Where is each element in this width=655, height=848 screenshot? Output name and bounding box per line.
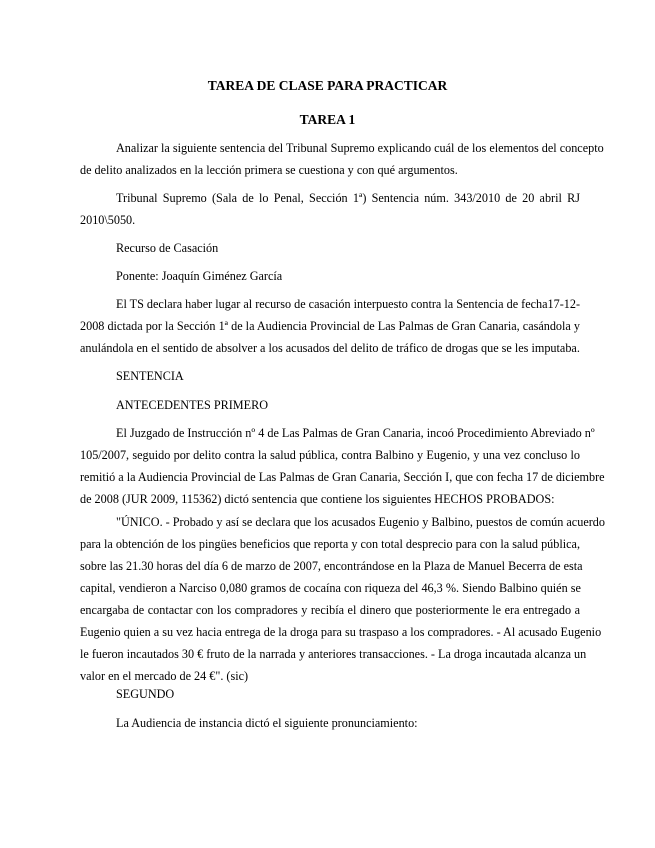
text-line: El Juzgado de Instrucción nº 4 de Las Palmas de Gran Canaria, incoó Procedimiento Abreviado nº — [116, 426, 595, 440]
ponente-line: Ponente: Joaquín Giménez García — [116, 269, 283, 283]
text-line: anulándola en el sentido de absolver a los acusados del delito de tráfico de drogas que se les imputaba. — [80, 341, 580, 355]
sentencia-heading: SENTENCIA — [116, 369, 184, 383]
text-line: "ÚNICO. - Probado y así se declara que los acusados Eugenio y Balbino, puestos de común acuerdo — [116, 515, 605, 529]
text-line: 2010\5050. — [80, 213, 136, 227]
segundo-heading: SEGUNDO — [116, 687, 175, 701]
paragraph-antecedentes — [80, 422, 605, 510]
text-line: 2008 dictada por la Sección 1ª de la Audiencia Provincial de Las Palmas de Gran Canaria, casándola y — [80, 319, 580, 333]
text-line: le fueron incautados 30 € fruto de la narrada y anteriores transacciones. - La droga incautada alcanza un — [80, 647, 587, 661]
document-title: TAREA DE CLASE PARA PRACTICAR — [207, 78, 448, 93]
text-line: capital, vendieron a Narciso 0,080 gramos de cocaína con riqueza del 46,3 %. Siendo Balbino quién se — [80, 581, 581, 595]
paragraph-instructions — [80, 137, 604, 181]
document-subtitle: TAREA 1 — [299, 112, 356, 127]
text-line: encargaba de contactar con los compradores y recibía el dinero que posteriormente le era entregado a — [80, 603, 580, 617]
text-line: Eugenio quien a su vez hacia entrega de la droga para su traspaso a los compradores. - Al acusado Eugenio — [80, 625, 602, 639]
text-line: de 2008 (JUR 2009, 115362) dictó sentencia que contiene los siguientes HECHOS PROBADOS: — [80, 492, 555, 506]
recurso-line: Recurso de Casación — [116, 241, 219, 255]
text-line: remitió a la Audiencia Provincial de Las Palmas de Gran Canaria, Sección I, que con fecha 17 de diciembre — [80, 470, 605, 484]
paragraph-pronunciamiento: La Audiencia de instancia dictó el siguiente pronunciamiento: — [116, 716, 418, 730]
text-line: El TS declara haber lugar al recurso de casación interpuesto contra la Sentencia de fecha17-12- — [116, 297, 581, 311]
text-line: Tribunal Supremo (Sala de lo Penal, Sección 1ª) Sentencia núm. 343/2010 de 20 abril RJ — [116, 191, 580, 205]
paragraph-hechos-probados — [80, 511, 605, 687]
text-line: de delito analizados en la lección primera se cuestiona y con qué argumentos. — [80, 163, 458, 177]
text-line: sobre las 21.30 horas del día 6 de marzo de 2007, encontrándose en la Plaza de Manuel Becerra de esta — [80, 559, 583, 573]
text-line: Analizar la siguiente sentencia del Tribunal Supremo explicando cuál de los elementos del concepto — [116, 141, 604, 155]
text-line: para la obtención de los pingües beneficios que reporta y con total desprecio para con la salud pública, — [80, 537, 580, 551]
text-line: valor en el mercado de 24 €". (sic) — [80, 669, 249, 683]
paragraph-summary — [80, 293, 580, 359]
antecedentes-heading: ANTECEDENTES PRIMERO — [116, 398, 269, 412]
text-line: 105/2007, seguido por delito contra la salud pública, contra Balbino y Eugenio, y una vez concluso lo — [80, 448, 580, 462]
paragraph-citation — [80, 187, 580, 231]
